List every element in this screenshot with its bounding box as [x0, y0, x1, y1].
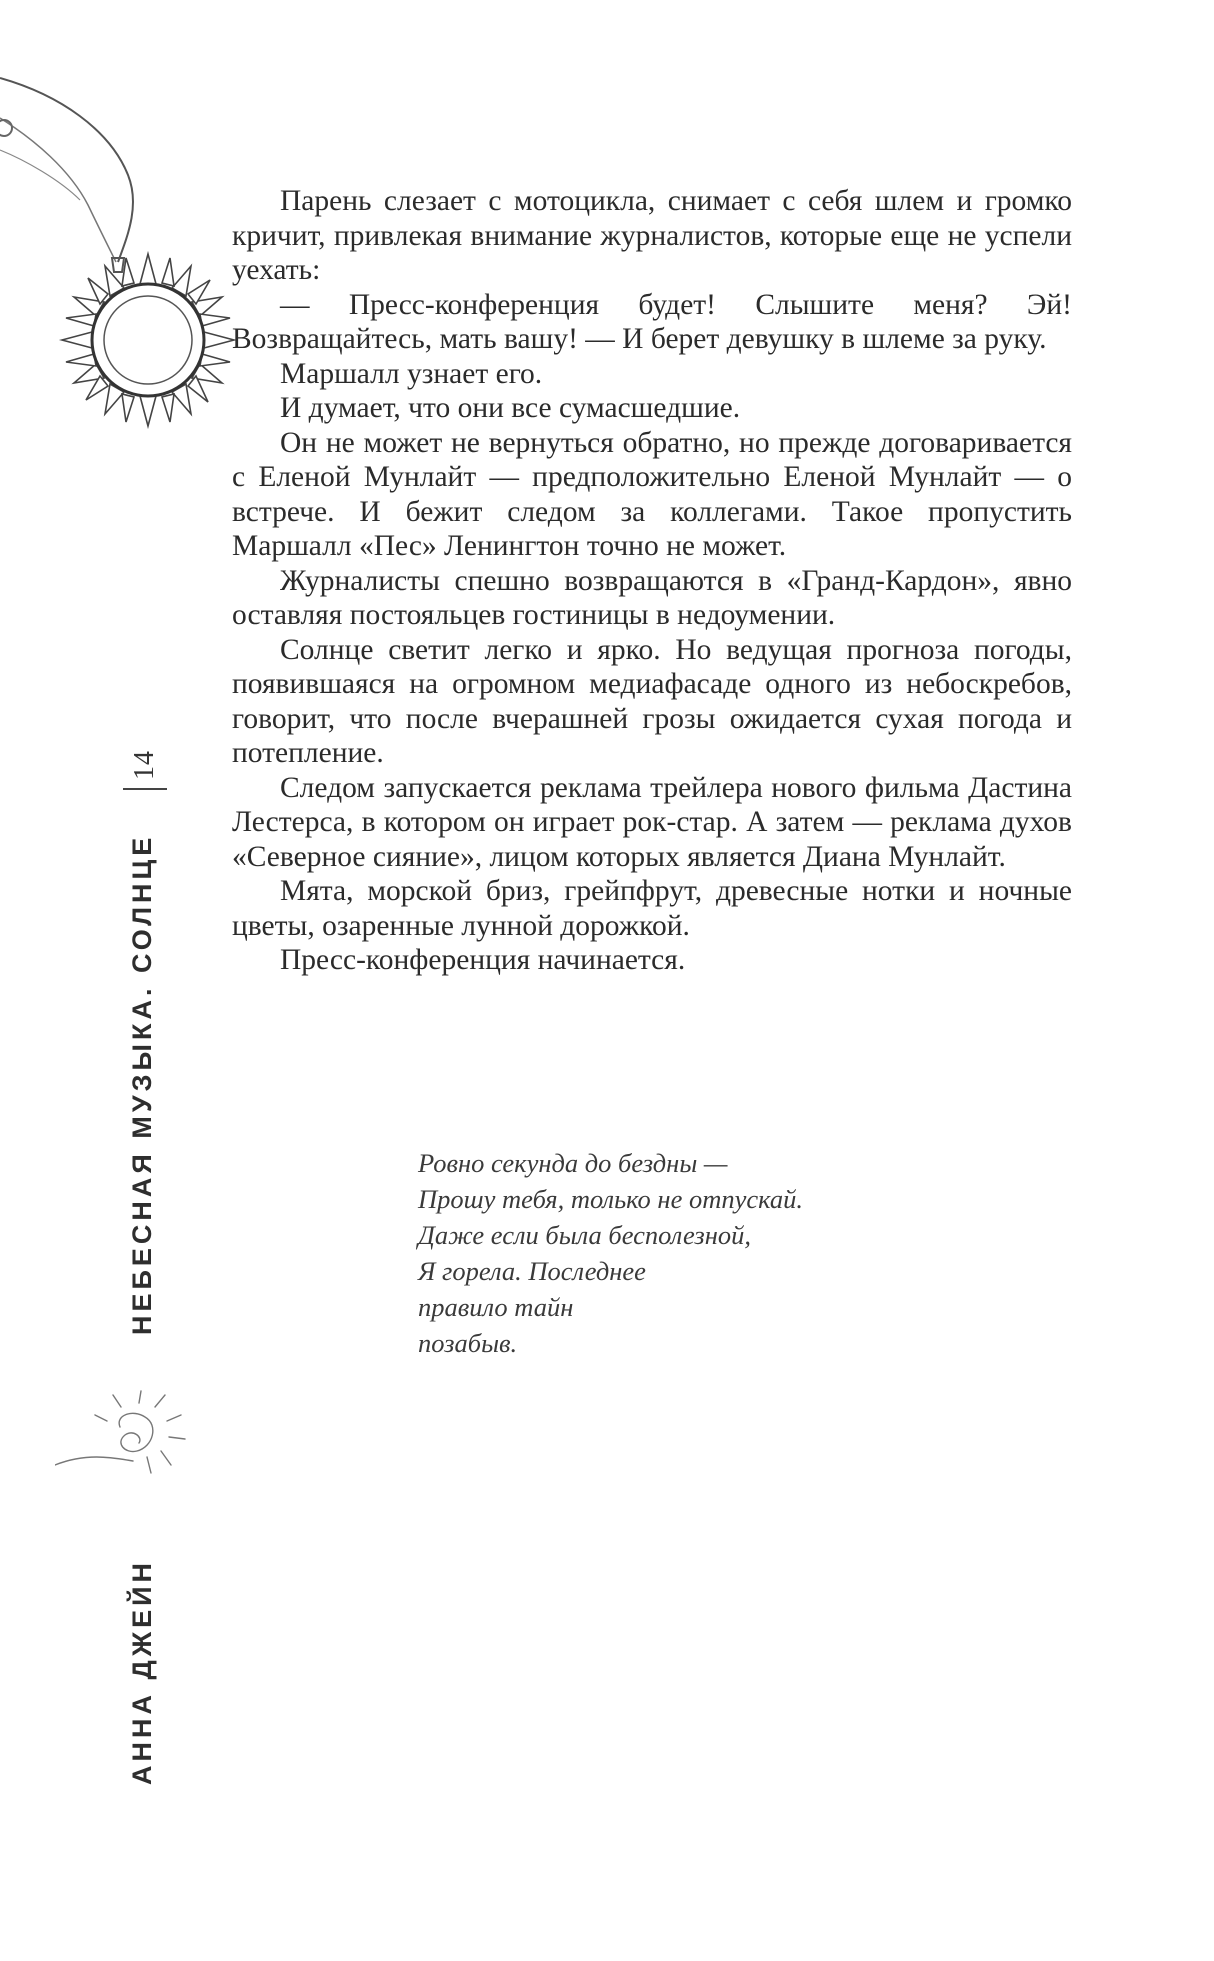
paragraph: — Пресс-конференция будет! Слышите меня? Эй! Возвращайтесь, мать вашу! — И берет девушку в шлеме за руку. [232, 288, 1072, 355]
sun-doodle-icon [55, 1385, 215, 1495]
paragraph: Мята, морской бриз, грейпфрут, древесные нотки и ночные цветы, озаренные лунной дорожкой. [232, 875, 1072, 942]
sun-pendant-necklace-icon [0, 0, 260, 440]
series-title: НЕБЕСНАЯ МУЗЫКА. СОЛНЦЕ [127, 833, 157, 1335]
paragraph: И думает, что они все сумасшедшие. [280, 392, 741, 424]
margin-strip [115, 740, 175, 1800]
poem-line: правило тайн [418, 1292, 574, 1322]
poem-line: позабыв. [418, 1328, 518, 1358]
paragraph: Он не может не вернуться обратно, но прежде договаривается с Еленой Мунлайт — предположительно Еленой Мунлайт — о встрече. И бежит следом за коллегами. Такое пропустить Маршалл «Пес» Ленингтон точно не может. [232, 426, 1072, 562]
paragraph: Маршалл узнает его. [280, 357, 543, 390]
page-number [115, 740, 175, 790]
paragraph: Солнце светит легко и ярко. Но ведущая прогноза погоды, появившаяся на огромном медиафасаде одного из небоскребов, говорит, что после вчерашней грозы ожидается сухая погода и потепление. [232, 633, 1072, 769]
poem-line: Прошу тебя, только не отпускай. [418, 1184, 803, 1214]
page-number-text: 14 [129, 750, 160, 780]
poem-line: Я горела. Последнее [418, 1256, 646, 1286]
paragraph: Следом запускается реклама трейлера нового фильма Дастина Лестерса, в котором он играет рок-стар. А затем — реклама духов «Северное сияние», лицом которых является Диана Мунлайт. [232, 771, 1072, 873]
poem-line: Даже если была бесполезной, [418, 1220, 752, 1250]
paragraph: Парень слезает с мотоцикла, снимает с себя шлем и громко кричит, привлекая внимание журналистов, которые еще не успели уехать: [232, 185, 1072, 286]
poem [418, 1145, 803, 1361]
body-text [232, 184, 1072, 978]
paragraph: Журналисты спешно возвращаются в «Гранд-Кардон», явно оставляя постояльцев гостиницы в недоумении. [232, 564, 1072, 631]
author-name: АННА ДЖЕЙН [127, 1558, 157, 1785]
paragraph: Пресс-конференция начинается. [280, 944, 686, 976]
poem-line: Ровно секунда до бездны — [418, 1148, 728, 1178]
